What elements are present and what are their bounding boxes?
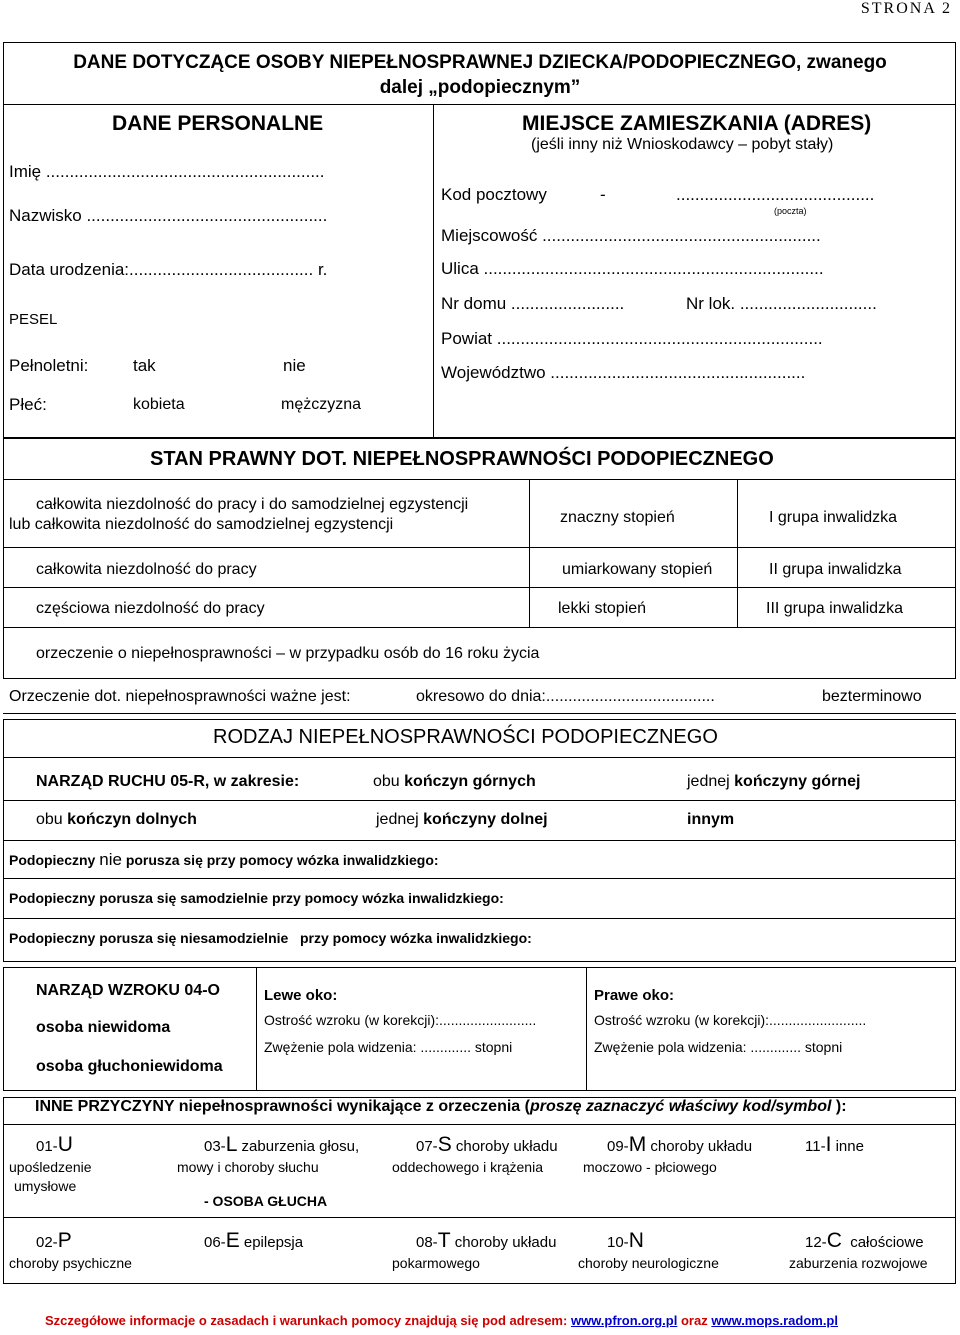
footer-info bbox=[45, 1313, 838, 1328]
post-office-hint: (poczta) bbox=[774, 206, 807, 216]
code-11-letter: I bbox=[825, 1133, 832, 1156]
footer-and: oraz bbox=[680, 1313, 708, 1328]
house-number-field[interactable]: Nr domu ........................ bbox=[441, 294, 625, 313]
code-01-desc1: upośledzenie bbox=[9, 1159, 92, 1175]
street-field[interactable]: Ulica ........................................................................ bbox=[441, 259, 824, 278]
code-03-deaf[interactable]: - OSOBA GŁUCHA bbox=[204, 1193, 328, 1209]
one-upper-limb-text: kończyny górnej bbox=[734, 773, 861, 790]
code-07-desc2: oddechowego i krążenia bbox=[392, 1159, 543, 1175]
footer-text: Szczegółowe informacje o zasadach i warunkach pomocy znajdują się pod adresem: bbox=[45, 1313, 568, 1328]
code-02-P[interactable] bbox=[36, 1229, 72, 1253]
mops-link[interactable]: www.mops.radom.pl bbox=[711, 1313, 838, 1328]
wheelchair-no-text1: Podopieczny bbox=[9, 852, 96, 868]
one-lower-word: jednej bbox=[376, 811, 419, 828]
wheelchair-assisted-text2: przy pomocy wózka inwalidzkiego: bbox=[299, 930, 532, 946]
divider bbox=[955, 758, 956, 961]
divider bbox=[3, 918, 956, 919]
code-03-desc1: zaburzenia głosu, bbox=[241, 1138, 360, 1155]
adult-label: Pełnoletni: bbox=[9, 356, 89, 375]
code-07-S[interactable] bbox=[416, 1133, 558, 1157]
validity-indefinite[interactable]: bezterminowo bbox=[822, 688, 922, 705]
other-limb[interactable]: innym bbox=[687, 811, 735, 828]
section-header-line2: dalej „podopiecznym” bbox=[379, 77, 581, 98]
section-header-line1: DANE DOTYCZĄCE OSOBY NIEPEŁNOSPRAWNEJ DZIECKA/PODOPIECZNEGO, zwanego bbox=[73, 52, 887, 73]
deafblind-option[interactable]: osoba głuchoniewidoma bbox=[36, 1058, 223, 1075]
code-01-number: 01- bbox=[36, 1138, 58, 1155]
code-06-desc1: epilepsja bbox=[243, 1234, 304, 1251]
other-causes-title-text: INNE PRZYCZYNY niepełnosprawności wynikające z orzeczenia ( bbox=[35, 1098, 530, 1115]
code-10-desc1: choroby neurologiczne bbox=[578, 1255, 719, 1271]
code-06-number: 06- bbox=[204, 1234, 226, 1251]
one-upper-word: jednej bbox=[687, 773, 730, 790]
divider bbox=[3, 678, 956, 679]
pesel-label: PESEL bbox=[9, 311, 58, 328]
divider bbox=[3, 878, 956, 879]
divider bbox=[3, 961, 956, 962]
code-07-number: 07- bbox=[416, 1138, 438, 1155]
code-03-L[interactable] bbox=[204, 1133, 359, 1157]
adult-no-option[interactable]: nie bbox=[283, 356, 306, 375]
right-eye-field-narrowing[interactable]: Zwężenie pola widzenia: ............. stopni bbox=[594, 1039, 843, 1055]
code-08-number: 08- bbox=[416, 1234, 438, 1251]
divider bbox=[955, 438, 956, 678]
degree-significant[interactable]: znaczny stopień bbox=[560, 509, 675, 526]
group-2[interactable]: II grupa inwalidzka bbox=[769, 561, 902, 578]
postal-code-dash: - bbox=[600, 185, 606, 204]
code-08-T[interactable] bbox=[416, 1229, 556, 1253]
birth-date-field[interactable]: Data urodzenia:....................................... r. bbox=[9, 260, 328, 279]
both-lower-limbs-text: kończyn dolnych bbox=[67, 811, 197, 828]
other-causes-instruction: proszę zaznaczyć właściwy kod/symbol bbox=[529, 1098, 832, 1115]
divider bbox=[433, 104, 434, 438]
divider bbox=[3, 1124, 956, 1125]
wheelchair-no-text3: porusza się przy pomocy wózka inwalidzkiego: bbox=[125, 852, 439, 868]
divider bbox=[256, 967, 257, 1091]
divider bbox=[3, 547, 956, 548]
code-02-number: 02- bbox=[36, 1234, 58, 1251]
code-12-number: 12- bbox=[805, 1234, 827, 1251]
divider bbox=[3, 1217, 956, 1218]
group-1[interactable]: I grupa inwalidzka bbox=[769, 509, 898, 526]
left-eye-title: Lewe oko: bbox=[264, 987, 338, 1004]
both-lower-word: obu bbox=[36, 811, 63, 828]
code-08-desc1: choroby układu bbox=[454, 1234, 557, 1251]
code-12-C[interactable] bbox=[805, 1229, 924, 1253]
code-11-desc1: inne bbox=[835, 1138, 864, 1155]
divider bbox=[3, 800, 956, 801]
code-09-number: 09- bbox=[607, 1138, 629, 1155]
voivodeship-field[interactable]: Województwo ...................................................... bbox=[441, 363, 806, 382]
wheelchair-assisted-text1: Podopieczny porusza się niesamodzielnie bbox=[9, 930, 289, 946]
divider bbox=[3, 438, 4, 678]
personal-title: DANE PERSONALNE bbox=[112, 112, 324, 135]
code-06-E[interactable] bbox=[204, 1229, 303, 1253]
code-06-letter: E bbox=[225, 1229, 240, 1252]
wheelchair-no[interactable] bbox=[9, 850, 439, 870]
divider bbox=[3, 104, 956, 105]
motor-organ-label: NARZĄD RUCHU 05-R, w zakresie: bbox=[36, 773, 300, 790]
divider bbox=[3, 479, 956, 480]
both-upper-word: obu bbox=[373, 773, 400, 790]
legal-row3-text[interactable]: częściowa niezdolność do pracy bbox=[36, 600, 265, 617]
one-upper-limb[interactable] bbox=[687, 773, 860, 791]
code-09-desc2: moczowo - płciowego bbox=[583, 1159, 717, 1175]
degree-light[interactable]: lekki stopień bbox=[558, 600, 647, 617]
right-eye-acuity-field[interactable]: Ostrość wzroku (w korekcji):......................... bbox=[594, 1012, 867, 1028]
address-subtitle: (jeśli inny niż Wnioskodawcy – pobyt stały) bbox=[531, 136, 834, 153]
county-field[interactable]: Powiat ..................................................................... bbox=[441, 329, 823, 348]
degree-moderate[interactable]: umiarkowany stopień bbox=[562, 561, 713, 578]
code-02-letter: P bbox=[57, 1229, 72, 1252]
left-eye-field-narrowing[interactable]: Zwężenie pola widzenia: ............. stopni bbox=[264, 1039, 513, 1055]
sex-male-option[interactable]: mężczyzna bbox=[281, 396, 362, 413]
flat-number-field[interactable]: Nr lok. ............................. bbox=[686, 294, 877, 313]
other-causes-title bbox=[35, 1098, 847, 1116]
code-03-desc2: mowy i choroby słuchu bbox=[177, 1159, 319, 1175]
code-10-N[interactable] bbox=[607, 1229, 644, 1253]
code-08-letter: T bbox=[437, 1229, 451, 1252]
page-number: STRONA 2 bbox=[860, 0, 952, 17]
first-name-field[interactable]: Imię ........................................................... bbox=[9, 162, 325, 181]
vision-organ-label[interactable]: NARZĄD WZROKU 04-O bbox=[36, 982, 220, 999]
both-upper-limbs[interactable] bbox=[373, 773, 536, 791]
divider bbox=[3, 758, 4, 961]
wheelchair-self[interactable]: Podopieczny porusza się samodzielnie przy pomocy wózka inwalidzkiego: bbox=[9, 890, 504, 906]
legal-row2-text[interactable]: całkowita niezdolność do pracy bbox=[36, 561, 257, 578]
both-upper-limbs-text: kończyn górnych bbox=[404, 773, 536, 790]
code-12-letter: C bbox=[826, 1229, 842, 1252]
divider bbox=[737, 479, 738, 627]
wheelchair-assisted[interactable] bbox=[9, 930, 532, 946]
code-09-letter: M bbox=[628, 1133, 647, 1156]
code-10-number: 10- bbox=[607, 1234, 629, 1251]
code-07-desc1: choroby układu bbox=[455, 1138, 558, 1155]
address-title: MIEJSCE ZAMIESZKANIA (ADRES) bbox=[522, 112, 872, 135]
divider bbox=[586, 967, 587, 1091]
code-01-U[interactable] bbox=[36, 1133, 73, 1157]
code-11-I[interactable] bbox=[805, 1133, 864, 1157]
code-09-M[interactable] bbox=[607, 1133, 752, 1157]
sex-label: Płeć: bbox=[9, 395, 47, 414]
postal-code-label: Kod pocztowy bbox=[441, 185, 547, 204]
code-11-number: 11- bbox=[805, 1138, 826, 1155]
divider bbox=[3, 713, 956, 714]
one-lower-limb-text: kończyny dolnej bbox=[423, 811, 548, 828]
group-3[interactable]: III grupa inwalidzka bbox=[766, 600, 903, 617]
disability-type-title: RODZAJ NIEPEŁNOSPRAWNOŚCI PODOPIECZNEGO bbox=[213, 726, 718, 748]
last-name-field[interactable]: Nazwisko ................................................... bbox=[9, 206, 328, 225]
divider bbox=[3, 840, 956, 841]
one-lower-limb[interactable] bbox=[376, 811, 548, 829]
legal-row1-line1[interactable]: całkowita niezdolność do pracy i do samodzielnej egzystencji bbox=[36, 496, 469, 513]
pfron-link[interactable]: www.pfron.org.pl bbox=[570, 1313, 678, 1328]
code-09-desc1: choroby układu bbox=[650, 1138, 753, 1155]
divider bbox=[3, 587, 956, 588]
code-08-desc2: pokarmowego bbox=[392, 1255, 480, 1271]
code-12-desc1: całościowe bbox=[850, 1234, 924, 1251]
blind-option[interactable]: osoba niewidoma bbox=[36, 1019, 171, 1036]
post-office-field[interactable]: .......................................... bbox=[676, 185, 875, 204]
divider bbox=[529, 479, 530, 627]
code-07-letter: S bbox=[437, 1133, 452, 1156]
code-03-letter: L bbox=[225, 1133, 238, 1156]
divider bbox=[3, 438, 956, 439]
right-eye-title: Prawe oko: bbox=[594, 987, 675, 1004]
adult-yes-option[interactable]: tak bbox=[133, 356, 156, 375]
divider bbox=[3, 627, 956, 628]
code-02-desc1: choroby psychiczne bbox=[9, 1255, 132, 1271]
other-causes-title-end: ): bbox=[831, 1098, 847, 1115]
legal-row4-text[interactable]: orzeczenie o niepełnosprawności – w przypadku osób do 16 roku życia bbox=[36, 645, 540, 662]
validity-label: Orzeczenie dot. niepełnosprawności ważne jest: bbox=[9, 688, 351, 705]
code-01-desc2: umysłowe bbox=[14, 1178, 77, 1194]
city-field[interactable]: Miejscowość ........................................................... bbox=[441, 226, 821, 245]
validity-periodic[interactable]: okresowo do dnia:...................................... bbox=[416, 688, 715, 705]
code-10-letter: N bbox=[628, 1229, 644, 1252]
code-03-number: 03- bbox=[204, 1138, 226, 1155]
wheelchair-no-text2: nie bbox=[99, 850, 122, 869]
code-12-desc2: zaburzenia rozwojowe bbox=[789, 1255, 928, 1271]
both-lower-limbs[interactable] bbox=[36, 811, 197, 829]
left-eye-acuity-field[interactable]: Ostrość wzroku (w korekcji):......................... bbox=[264, 1012, 537, 1028]
legal-row1-line2[interactable]: lub całkowita niezdolność do samodzielnej egzystencji bbox=[9, 516, 394, 533]
code-01-letter: U bbox=[57, 1133, 73, 1156]
sex-female-option[interactable]: kobieta bbox=[133, 396, 185, 413]
legal-status-title: STAN PRAWNY DOT. NIEPEŁNOSPRAWNOŚCI PODOPIECZNEGO bbox=[150, 448, 774, 470]
